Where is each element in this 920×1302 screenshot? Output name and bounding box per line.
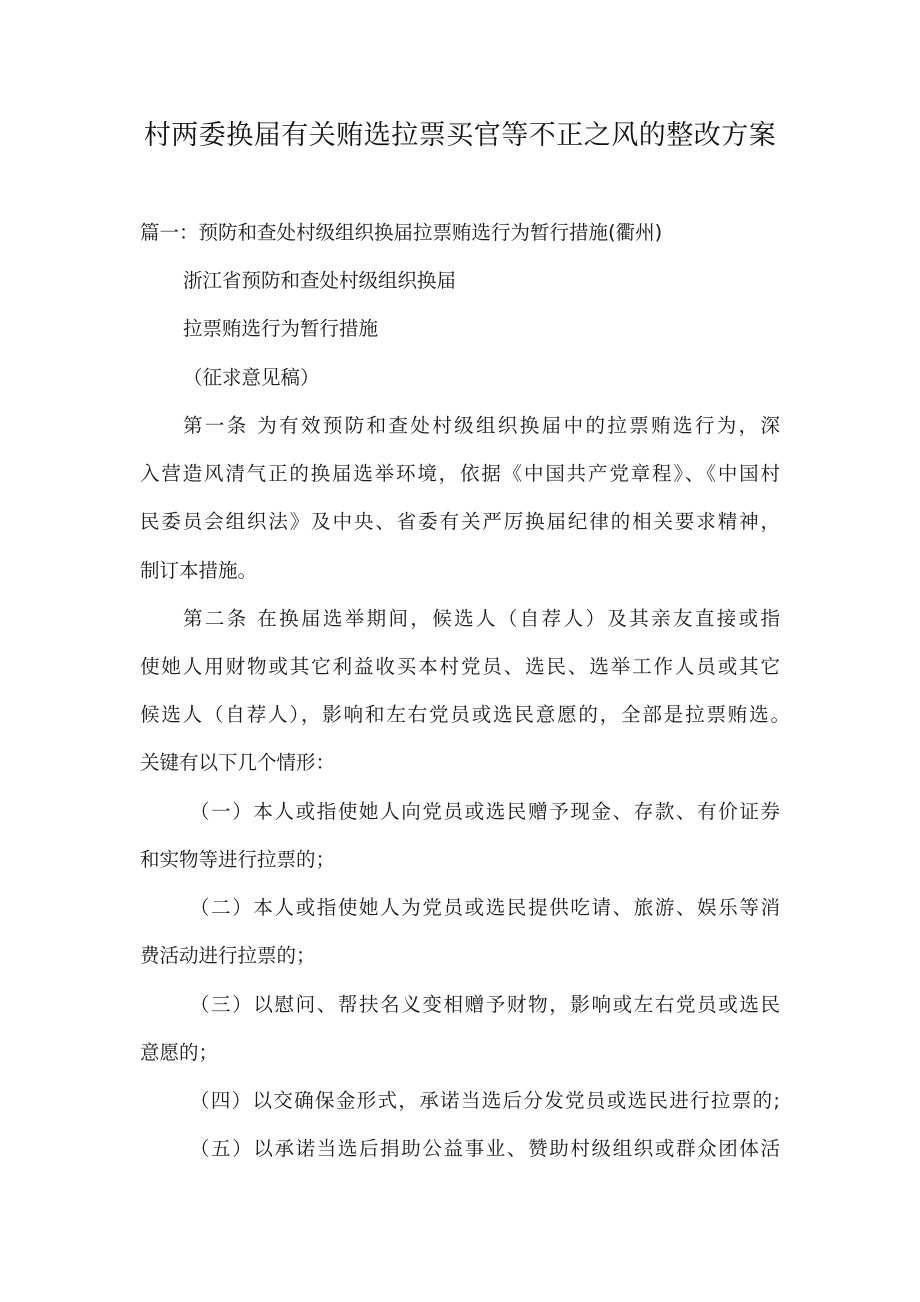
article-1-line-4: 制订本措施。: [140, 559, 258, 582]
item-5-line-1: （五）以承诺当选后捐助公益事业、赞助村级组织或群众团体活: [190, 1137, 780, 1160]
section-heading: 篇一：预防和查处村级组织换届拉票贿选行为暂行措施(衢州): [140, 221, 663, 244]
article-2-line-3: 候选人（自荐人），影响和左右党员或选民意愿的，全部是拉票贿选。: [140, 703, 790, 726]
article-2-line-4: 关键有以下几个情形：: [140, 751, 336, 774]
item-3-line-1: （三）以慰问、帮扶名义变相赠予财物，影响或左右党员或选民: [190, 993, 780, 1016]
article-1-line-1: 第一条 为有效预防和查处村级组织换届中的拉票贿选行为，深: [183, 414, 780, 437]
item-2-line-2: 费活动进行拉票的；: [140, 944, 316, 967]
article-2-line-1: 第二条 在换届选举期间，候选人（自荐人）及其亲友直接或指: [183, 607, 780, 630]
article-1-line-2: 入营造风清气正的换届选举环境，依据《中国共产党章程》、《中国村: [140, 462, 780, 485]
article-1-line-3: 民委员会组织法》及中央、省委有关严厉换届纪律的相关要求精神，: [140, 510, 780, 533]
item-2-line-1: （二）本人或指使她人为党员或选民提供吃请、旅游、娱乐等消: [190, 896, 780, 919]
document-title: 村两委换届有关贿选拉票买官等不正之风的整改方案: [143, 120, 777, 151]
sub-title-line-1: 浙江省预防和查处村级组织换届: [183, 269, 457, 292]
item-1-line-2: 和实物等进行拉票的；: [140, 848, 336, 871]
item-4-line-1: （四）以交确保金形式，承诺当选后分发党员或选民进行拉票的;: [190, 1089, 780, 1112]
item-3-line-2: 意愿的；: [140, 1041, 219, 1064]
draft-note: （征求意见稿）: [183, 366, 320, 389]
sub-title-line-2: 拉票贿选行为暂行措施: [183, 317, 379, 340]
article-2-line-2: 使她人用财物或其它利益收买本村党员、选民、选举工作人员或其它: [140, 655, 780, 678]
item-1-line-1: （一）本人或指使她人向党员或选民赠予现金、存款、有价证券: [190, 800, 780, 823]
